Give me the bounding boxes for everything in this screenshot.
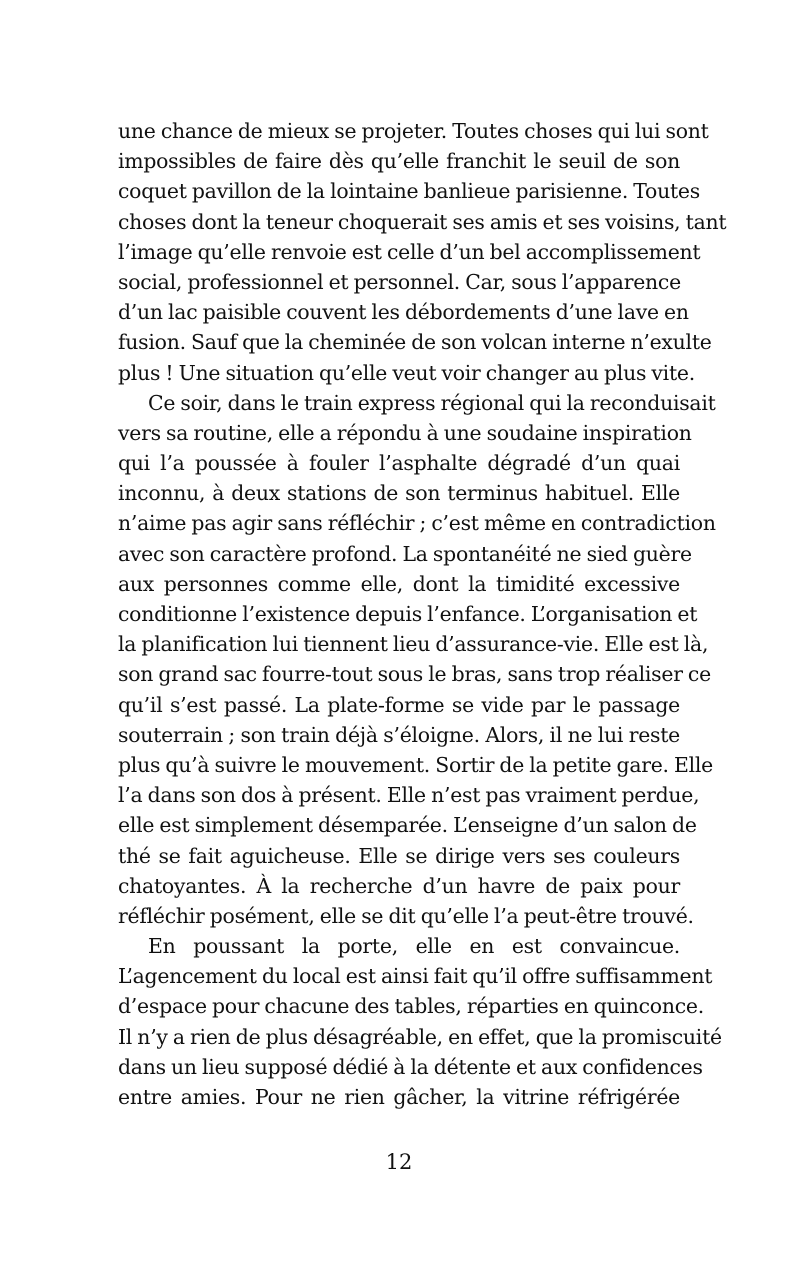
- text-line: fusion. Sauf que la cheminée de son volcan interne n’exulte: [118, 330, 712, 355]
- page-number: 12: [385, 1150, 413, 1174]
- text-line: dans un lieu supposé dédié à la détente et aux confidences: [118, 1054, 703, 1079]
- text-line: plus ! Une situation qu’elle veut voir changer au plus vite.: [118, 360, 695, 385]
- text-line: d’espace pour chacune des tables, réparties en quinconce.: [118, 994, 704, 1019]
- text-line: coquet pavillon de la lointaine banlieue parisienne. Toutes: [118, 179, 700, 204]
- text-line: aux personnes comme elle, dont la timidité excessive: [118, 571, 680, 596]
- text-line: n’aime pas agir sans réfléchir ; c’est même en contradiction: [118, 511, 716, 536]
- text-line: réfléchir posément, elle se dit qu’elle l’a peut-être trouvé.: [118, 903, 694, 928]
- text-line: d’un lac paisible couvent les débordements d’une lave en: [118, 300, 689, 325]
- text-line: conditionne l’existence depuis l’enfance. L’organisation et: [118, 602, 698, 626]
- text-line: son grand sac fourre-tout sous le bras, sans trop réaliser ce: [118, 662, 711, 687]
- text-line: l’a dans son dos à présent. Elle n’est pas vraiment perdue,: [118, 783, 700, 808]
- text-line: qu’il s’est passé. La plate-forme se vide par le passage: [118, 692, 680, 717]
- page-body: [118, 116, 727, 1112]
- text-line: vers sa routine, elle a répondu à une soudaine inspiration: [118, 420, 692, 445]
- text-line: Ce soir, dans le train express régional qui la reconduisait: [148, 390, 716, 415]
- text-line: chatoyantes. À la recherche d’un havre de paix pour: [118, 873, 680, 898]
- text-line: la planification lui tiennent lieu d’assurance-vie. Elle est là,: [118, 632, 709, 657]
- text-line: social, professionnel et personnel. Car, sous l’apparence: [118, 269, 681, 294]
- text-line: impossibles de faire dès qu’elle franchit le seuil de son: [118, 149, 680, 174]
- paragraph: [118, 388, 716, 931]
- text-line: thé se fait aguicheuse. Elle se dirige vers ses couleurs: [118, 843, 680, 868]
- text-line: plus qu’à suivre le mouvement. Sortir de la petite gare. Elle: [118, 752, 713, 777]
- text-line: souterrain ; son train déjà s’éloigne. Alors, il ne lui reste: [118, 722, 680, 747]
- text-line: avec son caractère profond. La spontanéité ne sied guère: [118, 541, 692, 566]
- text-line: L’agencement du local est ainsi fait qu’il offre suffisamment: [118, 964, 713, 989]
- paragraph: [118, 116, 727, 388]
- text-line: une chance de mieux se projeter. Toutes choses qui lui sont: [118, 119, 709, 143]
- text-line: Il n’y a rien de plus désagréable, en effet, que la promiscuité: [118, 1024, 722, 1049]
- text-line: qui l’a poussée à fouler l’asphalte dégradé d’un quai: [118, 451, 680, 476]
- text-line: entre amies. Pour ne rien gâcher, la vitrine réfrigérée: [118, 1085, 680, 1109]
- text-line: inconnu, à deux stations de son terminus habituel. Elle: [118, 481, 680, 506]
- text-line: elle est simplement désemparée. L’enseigne d’un salon de: [118, 813, 697, 838]
- text-line: En poussant la porte, elle en est convaincue.: [148, 934, 680, 959]
- text-line: choses dont la teneur choquerait ses amis et ses voisins, tant: [118, 209, 727, 234]
- paragraph: [118, 931, 722, 1112]
- text-line: l’image qu’elle renvoie est celle d’un bel accomplissement: [118, 239, 701, 264]
